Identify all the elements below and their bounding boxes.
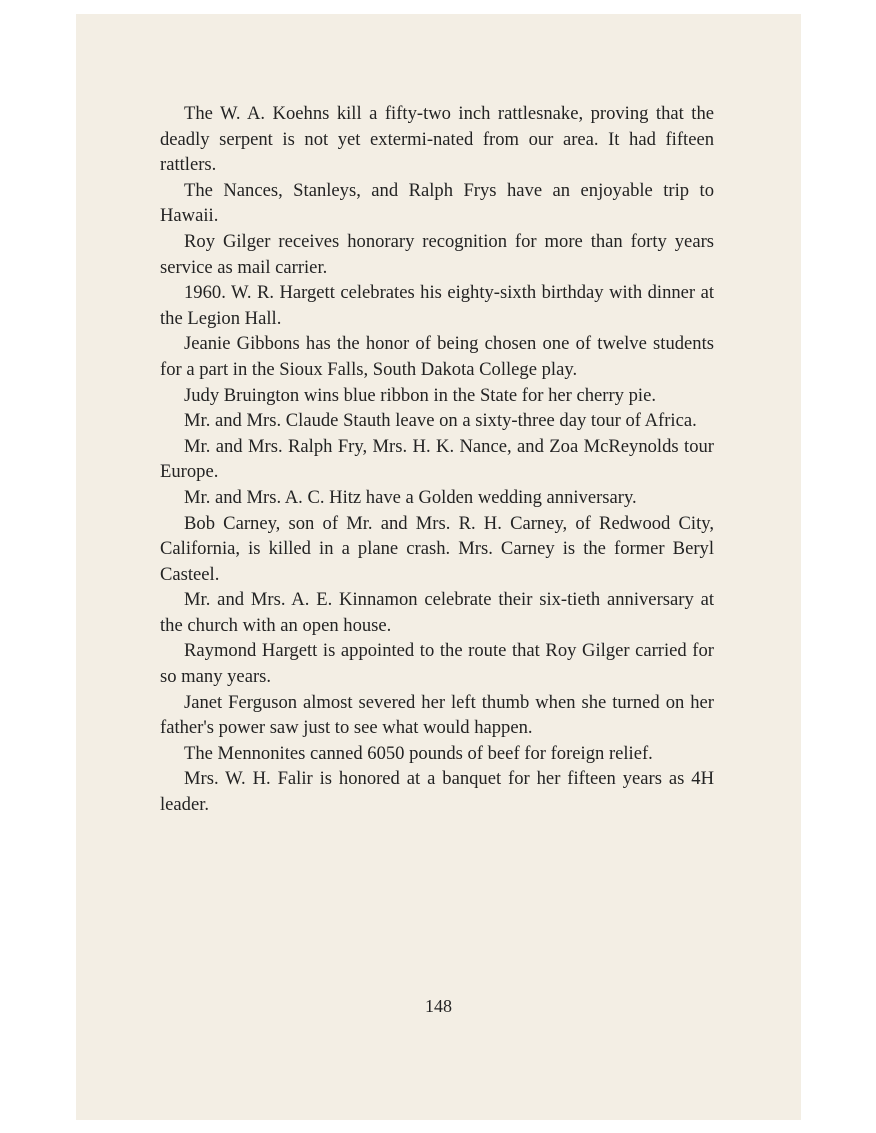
paragraph-power-saw: Janet Ferguson almost severed her left thumb when she turned on her father's power saw just to see what would happen. — [160, 691, 714, 739]
paragraph-mennonites: The Mennonites canned 6050 pounds of beef for foreign relief. — [184, 742, 653, 764]
paragraph-hawaii-trip: The Nances, Stanleys, and Ralph Frys have an enjoyable trip to Hawaii. — [160, 179, 714, 227]
paragraph-4h-leader: Mrs. W. H. Falir is honored at a banquet for her fifteen years as 4H leader. — [160, 768, 714, 816]
paragraph-europe-tour: Mr. and Mrs. Ralph Fry, Mrs. H. K. Nance, and Zoa McReynolds tour Europe. — [160, 435, 714, 483]
paragraph-rattlesnake: The W. A. Koehns kill a fifty-two inch rattlesnake, proving that the deadly serpent is not yet extermi-nated from our area. It had fifteen rattlers. — [160, 103, 714, 176]
paragraph-mail-route: Raymond Hargett is appointed to the route that Roy Gilger carried for so many years. — [160, 640, 714, 688]
paragraph-hargett-birthday: 1960. W. R. Hargett celebrates his eighty-sixth birthday with dinner at the Legion Hall. — [160, 282, 714, 329]
body-text — [160, 101, 714, 818]
paragraph-cherry-pie: Judy Bruington wins blue ribbon in the State for her cherry pie. — [184, 384, 656, 406]
book-page — [76, 14, 801, 1120]
paragraph-africa-tour: Mr. and Mrs. Claude Stauth leave on a sixty-three day tour of Africa. — [184, 410, 697, 432]
paragraph-sixtieth-anniversary: Mr. and Mrs. A. E. Kinnamon celebrate their six-tieth anniversary at the church with an open house. — [160, 589, 714, 636]
paragraph-golden-wedding: Mr. and Mrs. A. C. Hitz have a Golden wedding anniversary. — [184, 486, 637, 508]
page-number: 148 — [425, 996, 452, 1016]
paragraph-college-play: Jeanie Gibbons has the honor of being chosen one of twelve students for a part in the Sioux Falls, South Dakota College play. — [160, 333, 714, 380]
paragraph-mail-carrier: Roy Gilger receives honorary recognition for more than forty years service as mail carrier. — [160, 230, 714, 278]
paragraph-plane-crash: Bob Carney, son of Mr. and Mrs. R. H. Carney, of Redwood City, California, is killed in a plane crash. Mrs. Carney is the former Beryl Casteel. — [160, 512, 714, 585]
